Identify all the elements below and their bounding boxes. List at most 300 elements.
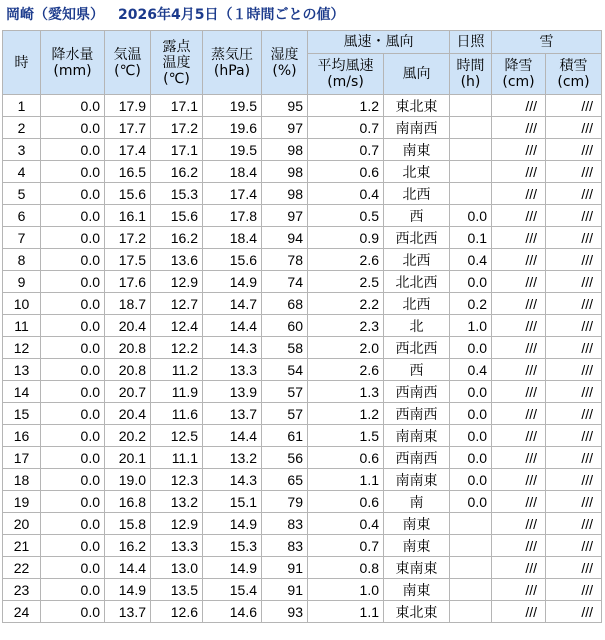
- cell-snowfall: ///: [492, 557, 546, 579]
- cell-wind-speed: 1.1: [308, 601, 384, 623]
- cell-snowfall: ///: [492, 447, 546, 469]
- cell-sunshine: 0.0: [450, 447, 492, 469]
- cell-precipitation: 0.0: [41, 359, 105, 381]
- cell-vapor-pressure: 14.3: [203, 337, 262, 359]
- cell-wind-direction: 南東: [384, 513, 450, 535]
- cell-snowfall: ///: [492, 161, 546, 183]
- cell-wind-speed: 0.7: [308, 535, 384, 557]
- cell-wind-speed: 2.0: [308, 337, 384, 359]
- cell-sunshine: [450, 535, 492, 557]
- cell-wind-direction: 南東: [384, 139, 450, 161]
- table-body: [3, 95, 602, 623]
- cell-dewpoint: 12.3: [151, 469, 203, 491]
- cell-wind-direction: 東北東: [384, 95, 450, 117]
- cell-dewpoint: 12.9: [151, 271, 203, 293]
- cell-dewpoint: 11.9: [151, 381, 203, 403]
- table-row: [3, 315, 602, 337]
- cell-vapor-pressure: 13.2: [203, 447, 262, 469]
- cell-humidity: 83: [262, 535, 308, 557]
- cell-dewpoint: 12.6: [151, 601, 203, 623]
- table-row: [3, 535, 602, 557]
- table-row: [3, 579, 602, 601]
- cell-vapor-pressure: 14.7: [203, 293, 262, 315]
- cell-wind-direction: 西: [384, 205, 450, 227]
- cell-temperature: 16.1: [105, 205, 151, 227]
- cell-humidity: 98: [262, 183, 308, 205]
- table-row: [3, 469, 602, 491]
- cell-hour: 15: [3, 403, 41, 425]
- cell-vapor-pressure: 14.3: [203, 469, 262, 491]
- cell-snow-depth: ///: [546, 227, 602, 249]
- cell-snow-depth: ///: [546, 447, 602, 469]
- cell-sunshine: 0.2: [450, 293, 492, 315]
- cell-vapor-pressure: 19.5: [203, 95, 262, 117]
- cell-humidity: 56: [262, 447, 308, 469]
- cell-hour: 14: [3, 381, 41, 403]
- cell-dewpoint: 12.4: [151, 315, 203, 337]
- cell-humidity: 61: [262, 425, 308, 447]
- cell-wind-direction: 南南東: [384, 425, 450, 447]
- cell-temperature: 19.0: [105, 469, 151, 491]
- cell-temperature: 17.6: [105, 271, 151, 293]
- cell-dewpoint: 16.2: [151, 161, 203, 183]
- cell-wind-direction: 北北西: [384, 271, 450, 293]
- cell-wind-speed: 1.2: [308, 403, 384, 425]
- cell-precipitation: 0.0: [41, 293, 105, 315]
- cell-wind-direction: 北西: [384, 293, 450, 315]
- cell-precipitation: 0.0: [41, 139, 105, 161]
- cell-wind-direction: 南東: [384, 579, 450, 601]
- cell-dewpoint: 13.2: [151, 491, 203, 513]
- cell-dewpoint: 13.3: [151, 535, 203, 557]
- cell-wind-speed: 0.5: [308, 205, 384, 227]
- cell-snow-depth: ///: [546, 337, 602, 359]
- cell-humidity: 58: [262, 337, 308, 359]
- table-row: [3, 513, 602, 535]
- cell-dewpoint: 11.2: [151, 359, 203, 381]
- cell-precipitation: 0.0: [41, 337, 105, 359]
- cell-wind-direction: 北西: [384, 183, 450, 205]
- header-wind-speed: 平均風速 (m/s): [308, 54, 384, 95]
- cell-temperature: 20.2: [105, 425, 151, 447]
- cell-snow-depth: ///: [546, 205, 602, 227]
- cell-hour: 24: [3, 601, 41, 623]
- table-row: [3, 557, 602, 579]
- cell-sunshine: [450, 139, 492, 161]
- cell-snowfall: ///: [492, 249, 546, 271]
- table-row: [3, 447, 602, 469]
- cell-snow-depth: ///: [546, 249, 602, 271]
- table-row: [3, 117, 602, 139]
- cell-sunshine: 0.0: [450, 491, 492, 513]
- cell-temperature: 15.8: [105, 513, 151, 535]
- cell-precipitation: 0.0: [41, 491, 105, 513]
- cell-snowfall: ///: [492, 95, 546, 117]
- cell-snow-depth: ///: [546, 513, 602, 535]
- cell-precipitation: 0.0: [41, 447, 105, 469]
- header-sunshine-time: 時間 (h): [450, 54, 492, 95]
- cell-temperature: 17.7: [105, 117, 151, 139]
- cell-wind-speed: 2.6: [308, 359, 384, 381]
- cell-temperature: 17.5: [105, 249, 151, 271]
- header-humidity: 湿度 (%): [262, 31, 308, 95]
- cell-snow-depth: ///: [546, 359, 602, 381]
- cell-wind-speed: 0.4: [308, 183, 384, 205]
- cell-humidity: 68: [262, 293, 308, 315]
- cell-wind-direction: 南南東: [384, 469, 450, 491]
- cell-snowfall: ///: [492, 205, 546, 227]
- table-row: [3, 425, 602, 447]
- table-row: [3, 403, 602, 425]
- cell-wind-direction: 南南西: [384, 117, 450, 139]
- cell-vapor-pressure: 15.3: [203, 535, 262, 557]
- cell-sunshine: [450, 95, 492, 117]
- cell-snowfall: ///: [492, 337, 546, 359]
- table-row: [3, 271, 602, 293]
- cell-temperature: 17.2: [105, 227, 151, 249]
- cell-snowfall: ///: [492, 381, 546, 403]
- cell-snowfall: ///: [492, 315, 546, 337]
- cell-snow-depth: ///: [546, 557, 602, 579]
- cell-snowfall: ///: [492, 117, 546, 139]
- cell-wind-speed: 0.6: [308, 491, 384, 513]
- cell-dewpoint: 15.3: [151, 183, 203, 205]
- cell-dewpoint: 11.1: [151, 447, 203, 469]
- cell-snow-depth: ///: [546, 579, 602, 601]
- cell-vapor-pressure: 15.4: [203, 579, 262, 601]
- cell-wind-direction: 北: [384, 315, 450, 337]
- cell-dewpoint: 12.2: [151, 337, 203, 359]
- cell-snowfall: ///: [492, 359, 546, 381]
- cell-wind-speed: 0.6: [308, 161, 384, 183]
- cell-humidity: 97: [262, 205, 308, 227]
- cell-precipitation: 0.0: [41, 117, 105, 139]
- cell-vapor-pressure: 15.6: [203, 249, 262, 271]
- cell-precipitation: 0.0: [41, 579, 105, 601]
- cell-snowfall: ///: [492, 513, 546, 535]
- cell-dewpoint: 13.6: [151, 249, 203, 271]
- cell-snow-depth: ///: [546, 425, 602, 447]
- cell-sunshine: 0.4: [450, 249, 492, 271]
- table-row: [3, 601, 602, 623]
- cell-precipitation: 0.0: [41, 227, 105, 249]
- cell-snowfall: ///: [492, 139, 546, 161]
- cell-humidity: 65: [262, 469, 308, 491]
- cell-hour: 13: [3, 359, 41, 381]
- cell-hour: 20: [3, 513, 41, 535]
- cell-sunshine: [450, 117, 492, 139]
- cell-humidity: 97: [262, 117, 308, 139]
- cell-temperature: 20.4: [105, 315, 151, 337]
- header-wind-direction: 風向: [384, 54, 450, 95]
- cell-snow-depth: ///: [546, 601, 602, 623]
- cell-humidity: 91: [262, 579, 308, 601]
- cell-precipitation: 0.0: [41, 183, 105, 205]
- cell-precipitation: 0.0: [41, 381, 105, 403]
- cell-hour: 10: [3, 293, 41, 315]
- cell-wind-direction: 西北西: [384, 227, 450, 249]
- cell-precipitation: 0.0: [41, 513, 105, 535]
- cell-dewpoint: 16.2: [151, 227, 203, 249]
- cell-hour: 9: [3, 271, 41, 293]
- cell-precipitation: 0.0: [41, 469, 105, 491]
- cell-hour: 16: [3, 425, 41, 447]
- cell-snow-depth: ///: [546, 271, 602, 293]
- cell-snowfall: ///: [492, 579, 546, 601]
- cell-dewpoint: 12.5: [151, 425, 203, 447]
- cell-precipitation: 0.0: [41, 535, 105, 557]
- cell-humidity: 74: [262, 271, 308, 293]
- cell-snowfall: ///: [492, 227, 546, 249]
- cell-wind-direction: 東南東: [384, 557, 450, 579]
- cell-vapor-pressure: 14.9: [203, 271, 262, 293]
- cell-vapor-pressure: 18.4: [203, 161, 262, 183]
- cell-wind-speed: 2.6: [308, 249, 384, 271]
- table-row: [3, 183, 602, 205]
- cell-hour: 17: [3, 447, 41, 469]
- cell-temperature: 16.8: [105, 491, 151, 513]
- cell-wind-direction: 北西: [384, 249, 450, 271]
- cell-dewpoint: 17.1: [151, 95, 203, 117]
- location-name: 岡崎（愛知県）: [6, 7, 104, 23]
- cell-snowfall: ///: [492, 183, 546, 205]
- cell-dewpoint: 12.7: [151, 293, 203, 315]
- cell-hour: 1: [3, 95, 41, 117]
- cell-snowfall: ///: [492, 469, 546, 491]
- cell-snowfall: ///: [492, 403, 546, 425]
- cell-wind-direction: 南: [384, 491, 450, 513]
- cell-snowfall: ///: [492, 491, 546, 513]
- header-snow-group: 雪: [492, 31, 602, 54]
- cell-sunshine: 0.0: [450, 425, 492, 447]
- header-snow-depth: 積雪 (cm): [546, 54, 602, 95]
- cell-hour: 2: [3, 117, 41, 139]
- cell-hour: 23: [3, 579, 41, 601]
- date-label: 2026年4月5日（１時間ごとの値）: [118, 7, 345, 23]
- header-hour: 時: [3, 31, 41, 95]
- header-dewpoint: 露点 温度 (℃): [151, 31, 203, 95]
- cell-temperature: 17.4: [105, 139, 151, 161]
- cell-sunshine: 0.0: [450, 271, 492, 293]
- cell-humidity: 57: [262, 403, 308, 425]
- cell-sunshine: 0.0: [450, 205, 492, 227]
- cell-wind-direction: 西南西: [384, 381, 450, 403]
- cell-wind-speed: 0.4: [308, 513, 384, 535]
- cell-humidity: 60: [262, 315, 308, 337]
- cell-snowfall: ///: [492, 601, 546, 623]
- cell-snow-depth: ///: [546, 95, 602, 117]
- cell-temperature: 20.7: [105, 381, 151, 403]
- cell-wind-direction: 東北東: [384, 601, 450, 623]
- cell-temperature: 20.1: [105, 447, 151, 469]
- cell-precipitation: 0.0: [41, 95, 105, 117]
- cell-humidity: 54: [262, 359, 308, 381]
- cell-dewpoint: 11.6: [151, 403, 203, 425]
- cell-snow-depth: ///: [546, 117, 602, 139]
- cell-vapor-pressure: 14.4: [203, 315, 262, 337]
- header-sunshine-group: 日照: [450, 31, 492, 54]
- table-row: [3, 337, 602, 359]
- cell-humidity: 94: [262, 227, 308, 249]
- cell-hour: 19: [3, 491, 41, 513]
- table-row: [3, 249, 602, 271]
- cell-snow-depth: ///: [546, 293, 602, 315]
- table-row: [3, 381, 602, 403]
- cell-vapor-pressure: 13.7: [203, 403, 262, 425]
- cell-humidity: 83: [262, 513, 308, 535]
- cell-snow-depth: ///: [546, 139, 602, 161]
- cell-hour: 6: [3, 205, 41, 227]
- cell-wind-speed: 1.5: [308, 425, 384, 447]
- cell-temperature: 16.2: [105, 535, 151, 557]
- cell-vapor-pressure: 14.6: [203, 601, 262, 623]
- cell-wind-speed: 0.7: [308, 117, 384, 139]
- cell-snowfall: ///: [492, 535, 546, 557]
- cell-dewpoint: 13.5: [151, 579, 203, 601]
- cell-humidity: 79: [262, 491, 308, 513]
- cell-precipitation: 0.0: [41, 271, 105, 293]
- cell-vapor-pressure: 14.9: [203, 513, 262, 535]
- cell-hour: 7: [3, 227, 41, 249]
- cell-wind-direction: 北東: [384, 161, 450, 183]
- cell-temperature: 15.6: [105, 183, 151, 205]
- cell-dewpoint: 17.2: [151, 117, 203, 139]
- cell-sunshine: [450, 513, 492, 535]
- cell-wind-direction: 西: [384, 359, 450, 381]
- cell-temperature: 20.8: [105, 337, 151, 359]
- cell-dewpoint: 15.6: [151, 205, 203, 227]
- cell-snow-depth: ///: [546, 315, 602, 337]
- header-vapor-pressure: 蒸気圧 (hPa): [203, 31, 262, 95]
- cell-hour: 5: [3, 183, 41, 205]
- cell-wind-speed: 2.5: [308, 271, 384, 293]
- cell-precipitation: 0.0: [41, 315, 105, 337]
- cell-snow-depth: ///: [546, 403, 602, 425]
- cell-vapor-pressure: 18.4: [203, 227, 262, 249]
- cell-hour: 8: [3, 249, 41, 271]
- cell-precipitation: 0.0: [41, 557, 105, 579]
- header-temperature: 気温 (℃): [105, 31, 151, 95]
- table-row: [3, 359, 602, 381]
- header-snowfall: 降雪 (cm): [492, 54, 546, 95]
- cell-temperature: 20.8: [105, 359, 151, 381]
- cell-snow-depth: ///: [546, 381, 602, 403]
- cell-wind-direction: 西南西: [384, 403, 450, 425]
- cell-hour: 21: [3, 535, 41, 557]
- cell-hour: 11: [3, 315, 41, 337]
- cell-vapor-pressure: 13.9: [203, 381, 262, 403]
- cell-wind-speed: 0.7: [308, 139, 384, 161]
- cell-vapor-pressure: 19.6: [203, 117, 262, 139]
- table-row: [3, 491, 602, 513]
- cell-humidity: 98: [262, 161, 308, 183]
- cell-hour: 3: [3, 139, 41, 161]
- cell-wind-direction: 西南西: [384, 447, 450, 469]
- header-wind-group: 風速・風向: [308, 31, 450, 54]
- cell-humidity: 91: [262, 557, 308, 579]
- cell-wind-speed: 0.9: [308, 227, 384, 249]
- hourly-weather-table: [2, 30, 602, 623]
- cell-vapor-pressure: 14.4: [203, 425, 262, 447]
- cell-temperature: 14.9: [105, 579, 151, 601]
- cell-temperature: 14.4: [105, 557, 151, 579]
- cell-snow-depth: ///: [546, 183, 602, 205]
- cell-temperature: 16.5: [105, 161, 151, 183]
- cell-temperature: 18.7: [105, 293, 151, 315]
- cell-wind-speed: 1.0: [308, 579, 384, 601]
- cell-wind-speed: 0.6: [308, 447, 384, 469]
- cell-dewpoint: 17.1: [151, 139, 203, 161]
- cell-sunshine: [450, 579, 492, 601]
- cell-snow-depth: ///: [546, 491, 602, 513]
- cell-snow-depth: ///: [546, 535, 602, 557]
- cell-precipitation: 0.0: [41, 205, 105, 227]
- cell-snowfall: ///: [492, 271, 546, 293]
- header-precipitation: 降水量 (mm): [41, 31, 105, 95]
- table-row: [3, 139, 602, 161]
- cell-sunshine: 0.4: [450, 359, 492, 381]
- cell-sunshine: 1.0: [450, 315, 492, 337]
- cell-vapor-pressure: 17.8: [203, 205, 262, 227]
- cell-humidity: 95: [262, 95, 308, 117]
- cell-snowfall: ///: [492, 293, 546, 315]
- cell-wind-speed: 1.2: [308, 95, 384, 117]
- cell-wind-speed: 1.1: [308, 469, 384, 491]
- table-row: [3, 95, 602, 117]
- cell-wind-direction: 南東: [384, 535, 450, 557]
- cell-humidity: 78: [262, 249, 308, 271]
- cell-temperature: 20.4: [105, 403, 151, 425]
- table-row: [3, 227, 602, 249]
- cell-vapor-pressure: 15.1: [203, 491, 262, 513]
- cell-snow-depth: ///: [546, 469, 602, 491]
- cell-vapor-pressure: 13.3: [203, 359, 262, 381]
- cell-wind-speed: 1.3: [308, 381, 384, 403]
- cell-vapor-pressure: 14.9: [203, 557, 262, 579]
- cell-wind-speed: 0.8: [308, 557, 384, 579]
- cell-sunshine: [450, 161, 492, 183]
- cell-hour: 4: [3, 161, 41, 183]
- cell-humidity: 98: [262, 139, 308, 161]
- table-row: [3, 293, 602, 315]
- cell-temperature: 13.7: [105, 601, 151, 623]
- cell-humidity: 93: [262, 601, 308, 623]
- cell-sunshine: [450, 557, 492, 579]
- cell-sunshine: [450, 601, 492, 623]
- cell-hour: 22: [3, 557, 41, 579]
- table-row: [3, 161, 602, 183]
- cell-precipitation: 0.0: [41, 425, 105, 447]
- table-row: [3, 205, 602, 227]
- cell-dewpoint: 12.9: [151, 513, 203, 535]
- cell-sunshine: 0.0: [450, 337, 492, 359]
- page-title: [0, 0, 605, 30]
- cell-wind-direction: 西北西: [384, 337, 450, 359]
- cell-precipitation: 0.0: [41, 601, 105, 623]
- cell-sunshine: 0.0: [450, 381, 492, 403]
- cell-humidity: 57: [262, 381, 308, 403]
- cell-dewpoint: 13.0: [151, 557, 203, 579]
- cell-sunshine: 0.1: [450, 227, 492, 249]
- cell-precipitation: 0.0: [41, 161, 105, 183]
- cell-sunshine: [450, 183, 492, 205]
- cell-temperature: 17.9: [105, 95, 151, 117]
- cell-snowfall: ///: [492, 425, 546, 447]
- cell-snow-depth: ///: [546, 161, 602, 183]
- cell-vapor-pressure: 19.5: [203, 139, 262, 161]
- cell-precipitation: 0.0: [41, 249, 105, 271]
- cell-precipitation: 0.0: [41, 403, 105, 425]
